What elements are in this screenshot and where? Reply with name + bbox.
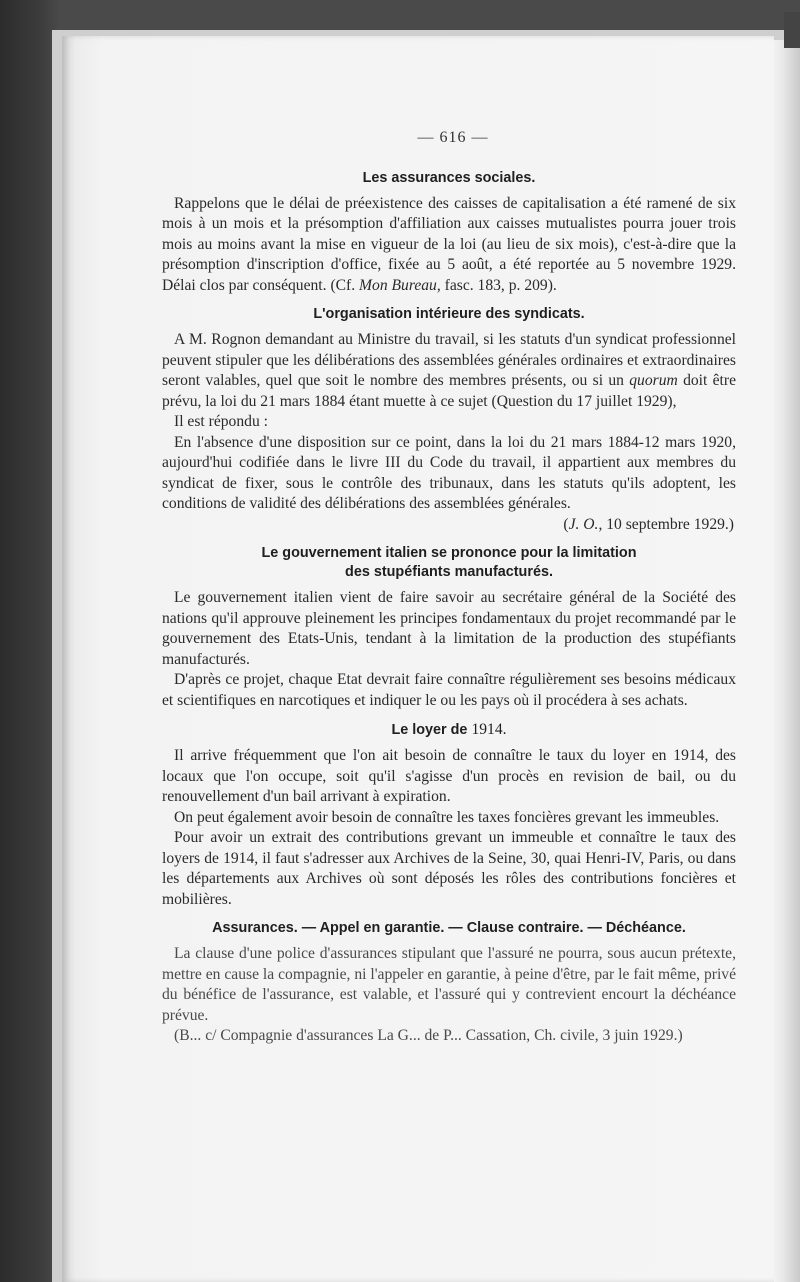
paragraph-loyer-3: Pour avoir un extrait des contributions grevant un immeuble et connaître le taux des loyers de 1914, il faut s'adresser aux Archives de la Seine, 30, quai Henri-IV, Paris, ou dans les départements aux Archives où sont déposés les rôles des contributions foncières et mobilières.: [162, 829, 736, 908]
page-right-edge: [774, 40, 800, 1282]
paragraph-il-est-repondu: Il est répondu :: [174, 413, 268, 430]
section-heading-assurances-sociales: Les assurances sociales.: [362, 169, 536, 186]
italic-quorum: quorum: [629, 372, 678, 389]
paragraph-loyer-1: Il arrive fréquemment que l'on ait besoin de connaître le taux du loyer en 1914, des locaux que l'on occupe, soit qu'il s'agisse d'un procès en revision de bail, ou du renouvellement d'un bail arrivant à expiration.: [162, 747, 736, 805]
paragraph-loyer-2: On peut également avoir besoin de connaître les taxes foncières grevant les immeubles.: [174, 808, 720, 826]
section-heading-assurances-garantie: Assurances. — Appel en garantie. — Clause contraire. — Déchéance.: [212, 920, 686, 936]
section-heading-syndicats: L'organisation intérieure des syndicats.: [313, 306, 585, 322]
paragraph-gouvernement-italien: Le gouvernement italien vient de faire savoir au secrétaire général de la Société des nations qu'il approuve pleinement les principes fondamentaux du projet recommandé par le gouvernement des Etats-Unis, tendant à la limitation de la production des stupéfiants manufacturés.: [162, 589, 736, 668]
paragraph-assurances-sociales: Rappelons que le délai de préexistence des caisses de capitalisation a été ramené de six mois à un mois et la présomption d'affiliation aux caisses mutualistes pourra jouer trois mois au moins avant la mise en vigueur de la loi (au lieu de six mois), c'est-à-dire que la présomption d'inscription d'office, fixée au 5 août, a été reportée au 5 novembre 1929. Délai clos par conséquent. (Cf. Mon Bureau, fasc. 183, p. 209).: [162, 194, 736, 294]
section-heading-loyer: [162, 720, 736, 740]
paragraph-clause: La clause d'une police d'assurances stipulant que l'assuré ne pourra, sous aucun prétexte, mettre en cause la compagnie, ni l'appeler en garantie, à peine d'être, par le fait même, privé du bénéfice de l'assurance, est valable, et l'assuré qui y contrevient encourt la déchéance prévue.: [162, 945, 736, 1024]
page-text-block: [162, 128, 736, 1047]
italic-mon-bureau: Mon Bureau: [359, 276, 437, 294]
heading-loyer-text: Le loyer de: [391, 722, 468, 738]
corner-shadow: [784, 12, 800, 48]
heading-loyer-year: 1914.: [471, 721, 507, 738]
page-number: — 616 —: [417, 129, 489, 146]
paragraph-projet: D'après ce projet, chaque Etat devrait faire connaître régulièrement ses besoins médicaux et scientifiques en narcotiques et indiquer le ou les pays où il procédera à ses achats.: [162, 671, 736, 709]
heading-line-2: des stupéfiants manufacturés.: [345, 564, 553, 580]
italic-jo: J. O.: [568, 515, 599, 533]
heading-line-1: Le gouvernement italien se prononce pour la limitation: [261, 545, 637, 561]
paragraph-reponse: En l'absence d'une disposition sur ce point, dans la loi du 21 mars 1884-12 mars 1920, aujourd'hui codifiée dans le livre III du Code du travail, il appartient aux membres du syndicat de fixer, sous le contrôle des tribunaux, dans les statuts qu'ils adoptent, les conditions de validité des délibérations des assemblées générales.: [162, 433, 736, 512]
paragraph-question-rognon: A M. Rognon demandant au Ministre du travail, si les statuts d'un syndicat professionnel peuvent stipuler que les délibérations des assemblées générales ordinaires et extraordinaires seront valables, quel que soit le nombre des membres présents, ou si un quorum doit être prévu, la loi du 21 mars 1884 étant muette à ce sujet (Question du 17 juillet 1929),: [162, 331, 736, 410]
source-citation-jo: (J. O., 10 septembre 1929.): [563, 515, 734, 533]
section-heading-stupefiants: [162, 544, 736, 582]
paragraph-cassation: (B... c/ Compagnie d'assurances La G... de P... Cassation, Ch. civile, 3 juin 1929.): [174, 1027, 683, 1044]
